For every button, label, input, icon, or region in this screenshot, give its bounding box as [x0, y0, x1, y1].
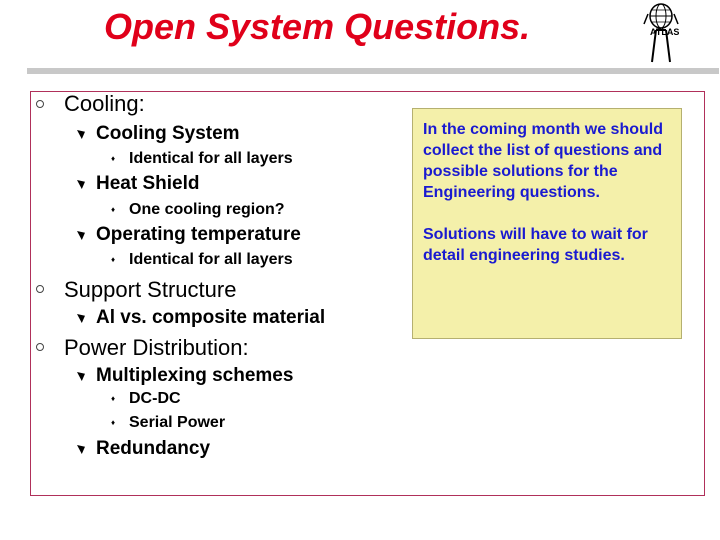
sub-identical-1: Identical for all layers	[129, 150, 293, 167]
note-paragraph-2: Solutions will have to wait for detail engineering studies.	[423, 226, 648, 264]
sub-one-region: One cooling region?	[129, 201, 285, 218]
bullet-icon: ♦	[111, 154, 116, 163]
bullet-icon: ♦	[111, 418, 116, 427]
item-heat-shield: Heat Shield	[96, 173, 200, 194]
sub-dcdc: DC-DC	[129, 390, 181, 407]
item-redundancy: Redundancy	[96, 438, 211, 459]
item-multiplexing: Multiplexing schemes	[96, 365, 294, 386]
bullet-icon: ♦	[111, 255, 116, 264]
logo-label: ATLAS	[650, 27, 680, 37]
bullet-icon: ♦	[111, 205, 116, 214]
bullet-icon	[36, 100, 44, 108]
sub-serial-power: Serial Power	[129, 414, 226, 431]
item-cooling-system: Cooling System	[96, 123, 240, 144]
topic-cooling: Cooling:	[64, 91, 145, 116]
topic-support-structure: Support Structure	[64, 277, 237, 302]
note-paragraph-1: In the coming month we should collect the list of questions and possible solutions for the Engineering questions.	[423, 121, 663, 201]
title-divider	[27, 68, 719, 74]
topic-power-distribution: Power Distribution:	[64, 335, 249, 360]
slide-title: Open System Questions.	[104, 6, 531, 47]
item-operating-temperature: Operating temperature	[96, 224, 301, 245]
bullet-icon: ♦	[111, 394, 116, 403]
note-box	[412, 108, 682, 339]
bullet-icon	[36, 285, 44, 293]
bullet-icon	[36, 343, 44, 351]
sub-identical-2: Identical for all layers	[129, 251, 293, 268]
item-al-composite: Al vs. composite material	[96, 307, 326, 328]
